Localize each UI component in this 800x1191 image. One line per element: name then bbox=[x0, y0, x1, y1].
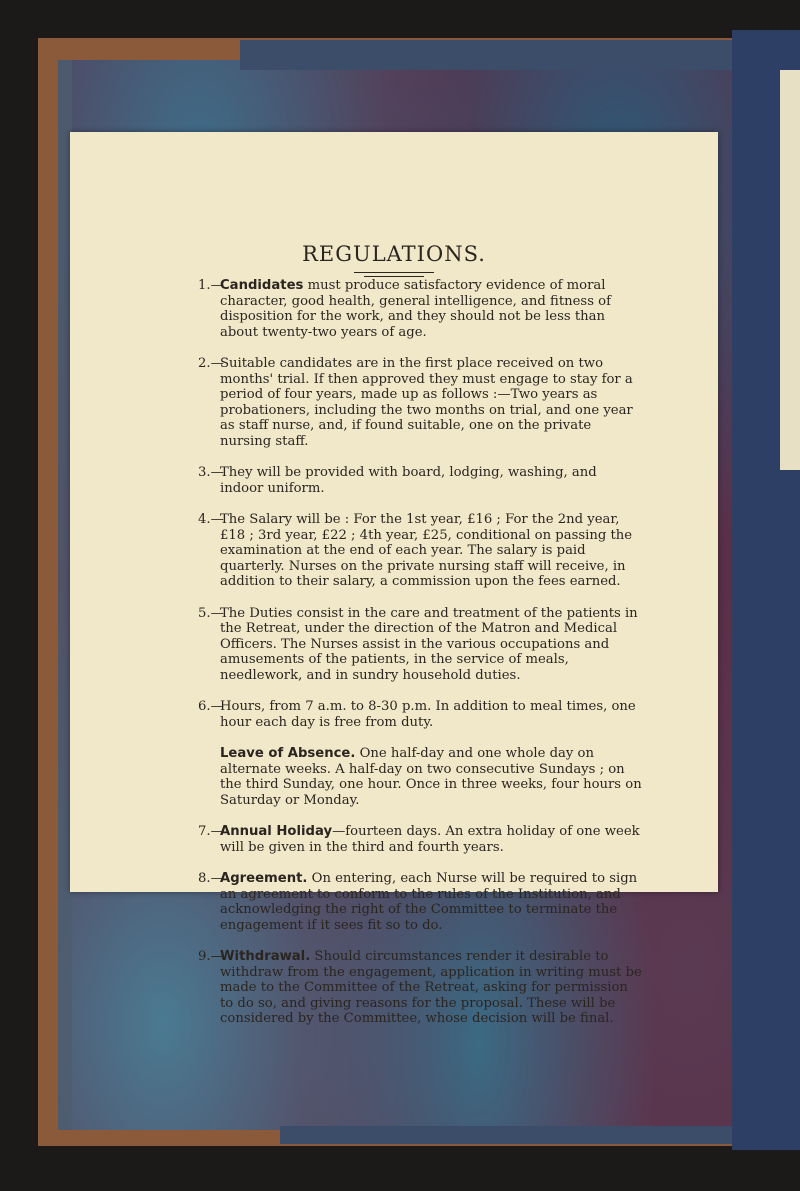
regulations-text bbox=[198, 278, 643, 1043]
item-text: The Duties consist in the care and treatment of the patients in the Retreat, under the direction of the Matron and Medical Officers. The Nurses assist in the various occupations and amusements of the patients, in the service of meals, needlework, and in sundry household duties. bbox=[220, 605, 638, 683]
item-number: 9.— bbox=[198, 949, 224, 964]
regulation-item bbox=[198, 949, 643, 1027]
regulation-item bbox=[198, 356, 643, 449]
regulation-item bbox=[198, 871, 643, 933]
regulation-item bbox=[198, 699, 643, 730]
regulation-item bbox=[198, 278, 643, 340]
title-rule-1 bbox=[354, 272, 434, 273]
item-number: 1.— bbox=[198, 278, 224, 293]
regulation-item bbox=[198, 606, 643, 684]
item-number: 4.— bbox=[198, 512, 224, 527]
item-text: One half-day and one whole day on alternate weeks. A half-day on two consecutive Sundays ; on the third Sunday, one hour. Once in three weeks, four hours on Saturday or Monday. bbox=[220, 746, 642, 808]
item-number: 6.— bbox=[198, 699, 224, 714]
item-text: Suitable candidates are in the first place received on two months' trial. If then approved they must engage to stay for a period of four years, made up as follows :—Two years as probationers, including the two months on trial, and one year as staff nurse, and, if found suitable, one on the private nursing staff. bbox=[220, 356, 633, 449]
leave-of-absence bbox=[198, 746, 643, 808]
item-text: On entering, each Nurse will be required to sign an agreement to conform to the rules of the Institution, and acknowledging the right of the Committee to terminate the engagement if it sees fit so to do. bbox=[220, 871, 638, 933]
item-number: 5.— bbox=[198, 605, 224, 621]
item-keyword: Leave of Absence. bbox=[220, 746, 356, 761]
regulation-item bbox=[198, 824, 643, 855]
item-keyword: Candidates bbox=[220, 278, 304, 293]
item-text: —fourteen days. An extra holiday of one week will be given in the third and fourth years. bbox=[220, 824, 640, 855]
title-rule-2 bbox=[364, 276, 424, 277]
item-text: must produce satisfactory evidence of moral character, good health, general intelligence, and fitness of disposition for the work, and they should not be less than about twenty-two years of age. bbox=[220, 278, 611, 340]
item-number: 3.— bbox=[198, 465, 224, 480]
page-title: REGULATIONS. bbox=[302, 242, 486, 266]
regulation-item bbox=[198, 465, 643, 496]
cloth-strip-bottom bbox=[280, 1126, 770, 1144]
item-number: 7.— bbox=[198, 824, 224, 839]
item-keyword: Agreement. bbox=[220, 871, 308, 886]
item-text: The Salary will be : For the 1st year, £16 ; For the 2nd year, £18 ; 3rd year, £22 ; 4th year, £25, conditional on passing the examination at the end of each year. The salary is paid quarterly. Nurses on the private nursing staff will receive, in addition to their salary, a commission upon the fees earned. bbox=[220, 512, 633, 589]
regulation-item bbox=[198, 512, 643, 590]
item-text: Hours, from 7 a.m. to 8-30 p.m. In addition to meal times, one hour each day is free from duty. bbox=[220, 699, 636, 730]
item-number: 8.— bbox=[198, 871, 224, 886]
item-text: They will be provided with board, lodging, washing, and indoor uniform. bbox=[220, 465, 597, 496]
item-keyword: Withdrawal. bbox=[220, 949, 311, 964]
item-number: 2.— bbox=[198, 356, 224, 371]
facing-page-edge bbox=[780, 70, 800, 470]
item-keyword: Annual Holiday bbox=[220, 824, 333, 839]
item-text: Should circumstances render it desirable to withdraw from the engagement, application in writing must be made to the Committee of the Retreat, asking for permission to do so, and giving reasons for the proposal. These will be considered by the Committee, whose decision will be final. bbox=[220, 949, 642, 1026]
cloth-strip-top bbox=[240, 40, 780, 70]
